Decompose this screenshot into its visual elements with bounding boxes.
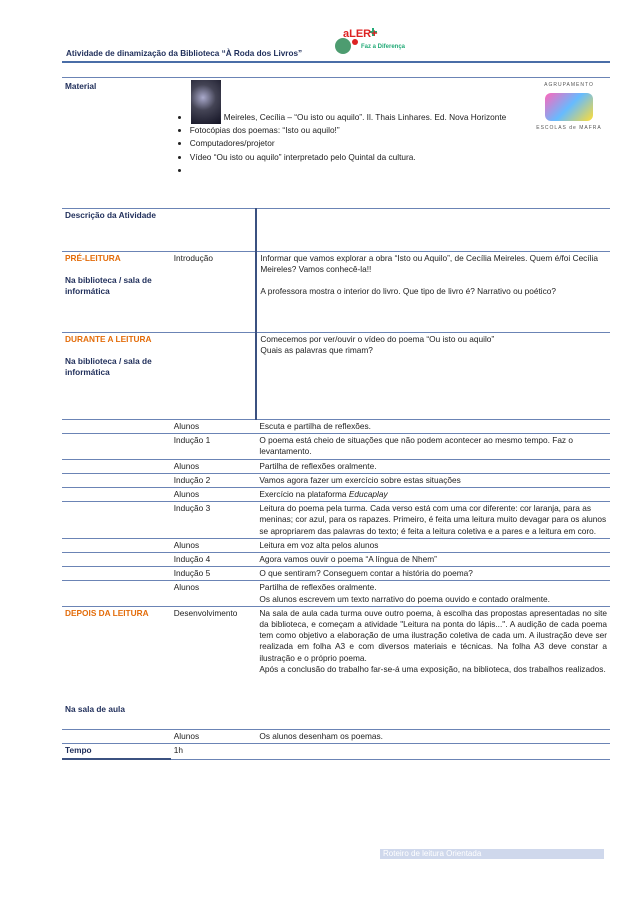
depois-place: Na sala de aula <box>65 703 125 714</box>
tempo-row <box>62 744 610 760</box>
row-who: Alunos <box>171 581 257 606</box>
table-row <box>62 553 610 567</box>
row-empty <box>62 567 171 581</box>
row-who: Alunos <box>171 459 257 473</box>
row-who: Alunos <box>171 488 257 502</box>
row-empty <box>62 434 171 459</box>
material-item: • Vídeo “Ou isto ou aquilo” interpretado pelo Quintal da cultura. <box>190 152 607 163</box>
row-text: Escuta e partilha de reflexões. <box>256 420 610 434</box>
row-empty <box>62 581 171 606</box>
row-text: Leitura do poema pela turma. Cada verso está com uma cor diferente: cor laranja, para as meninas; cor azul, para os rapazes. Primeiro, é feita uma leitura muito devagar para os alunos se apropriarem das palavras do texto; é feita a leitura coletiva e a pares e a leitura em coro. <box>256 502 610 539</box>
row-text: Leitura em voz alta pelos alunos <box>256 538 610 552</box>
table-row <box>62 459 610 473</box>
depois-text-cell <box>256 606 610 729</box>
table-row <box>62 581 610 606</box>
table-row <box>62 473 610 487</box>
durante-text-1: Comecemos por ver/ouvir o vídeo do poema “Ou isto ou aquilo” <box>260 334 495 344</box>
depois-text-2: Após a conclusão do trabalho far-se-á uma exposição, na biblioteca, dos trabalhos realizados. <box>259 663 606 674</box>
table-row <box>62 488 610 502</box>
material-item-text: Meireles, Cecília – “Ou isto ou aquilo”. Il. Thais Linhares. Ed. Nova Horizonte <box>223 112 507 122</box>
row-empty <box>62 420 171 434</box>
table-row <box>62 729 610 743</box>
depois-leitura-row <box>62 606 610 729</box>
pre-leitura-text-2: A professora mostra o interior do livro. Que tipo de livro é? Narrativo ou poético? <box>260 286 556 297</box>
row-empty <box>62 729 171 743</box>
material-item: • Computadores/projetor <box>190 138 607 149</box>
row-empty <box>62 473 171 487</box>
row-empty <box>62 488 171 502</box>
row-text-pre: Exercício na plataforma <box>259 489 349 500</box>
row-text <box>256 488 610 502</box>
children-logo-icon <box>545 93 593 121</box>
activity-table <box>62 77 610 760</box>
table-row <box>62 502 610 539</box>
agrupamento-top-text: AGRUPAMENTO <box>544 82 594 88</box>
durante-empty <box>171 333 257 420</box>
row-who: Indução 1 <box>171 434 257 459</box>
row-empty <box>62 553 171 567</box>
durante-label: DURANTE A LEITURA <box>65 334 152 344</box>
row-text: Partilha de reflexões oralmente. <box>256 459 610 473</box>
durante-place: Na biblioteca / sala de informática <box>65 356 152 378</box>
material-cell <box>171 78 610 209</box>
aler-logo-subtext: Faz a Diferença <box>361 44 406 50</box>
durante-leitura-row <box>62 333 610 420</box>
book-cover-icon <box>191 80 221 124</box>
pre-leitura-step: Introdução <box>171 252 257 333</box>
row-text: Os alunos desenham os poemas. <box>256 729 610 743</box>
material-item: • Fotocópias dos poemas: “Isto ou aquilo!” <box>190 125 607 136</box>
row-who: Indução 2 <box>171 473 257 487</box>
descricao-empty-1 <box>171 209 257 252</box>
row-text: O poema está cheio de situações que não podem acontecer ao mesmo tempo. Faz o levantamento. <box>256 434 610 459</box>
descricao-row <box>62 209 610 252</box>
table-row <box>62 420 610 434</box>
row-who: Alunos <box>171 538 257 552</box>
depois-step: Desenvolvimento <box>171 606 257 729</box>
book-cover-image <box>191 80 223 124</box>
table-row <box>62 434 610 459</box>
pre-leitura-text-cell <box>256 252 610 333</box>
depois-label: DEPOIS DA LEITURA <box>65 607 149 618</box>
table-row <box>62 567 610 581</box>
descricao-label: Descrição da Atividade <box>62 209 171 252</box>
agrupamento-logo <box>534 80 604 132</box>
tempo-label: Tempo <box>62 744 171 760</box>
row-text-line-2: Os alunos escrevem um texto narrativo do poema ouvido e contado oralmente. <box>259 593 550 604</box>
educaplay-link: Educaplay <box>348 489 388 500</box>
pre-leitura-row <box>62 252 610 333</box>
pre-leitura-label: PRÉ-LEITURA <box>65 253 121 263</box>
row-empty <box>62 538 171 552</box>
row-text-line-1: Partilha de reflexões oralmente. <box>259 582 377 593</box>
footer-text: Roteiro de leitura Orientada <box>383 849 482 858</box>
descricao-empty-2 <box>256 209 610 252</box>
pre-leitura-label-cell <box>62 252 171 333</box>
row-who: Alunos <box>171 729 257 743</box>
durante-text-cell <box>256 333 610 420</box>
depois-label-cell <box>62 606 171 729</box>
durante-text-2: Quais as palavras que rimam? <box>260 345 373 356</box>
aler-logo-text: aLER+ <box>343 28 378 40</box>
material-item <box>190 165 607 176</box>
pre-leitura-text-1: Informar que vamos explorar a obra “Isto ou Aquilo”, de Cecília Meireles. Quem é/foi Cecília Meireles? Vamos conhecê-la!! <box>260 253 598 275</box>
document-header-title: Atividade de dinamização da Biblioteca “À Roda dos Livros” <box>66 49 303 58</box>
pre-leitura-place: Na biblioteca / sala de informática <box>65 275 152 297</box>
row-who: Indução 3 <box>171 502 257 539</box>
table-row <box>62 538 610 552</box>
tempo-value: 1h <box>171 744 610 760</box>
agrupamento-bottom-text: ESCOLAS de MAFRA <box>536 125 602 132</box>
row-who: Indução 5 <box>171 567 257 581</box>
row-empty <box>62 502 171 539</box>
durante-label-cell <box>62 333 171 420</box>
depois-text-1: Na sala de aula cada turma ouve outro poema, à escolha das propostas apresentadas no site da biblioteca, e começam a atividade "Leitura na ponta do lápis...". A audição de cada poema tem como objetivo a elaboração de uma ilustração coletiva de cada um. A ilustração deve ser realizada em folha A3 e com diversos materiais e técnicas. Na folha A3 deve constar a ilustração e o próprio poema. <box>259 607 607 663</box>
material-label: Material <box>62 78 171 209</box>
row-text: Vamos agora fazer um exercício sobre estas situações <box>256 473 610 487</box>
row-empty <box>62 459 171 473</box>
row-text: O que sentiram? Conseguem contar a história do poema? <box>256 567 610 581</box>
row-who: Alunos <box>171 420 257 434</box>
row-who: Indução 4 <box>171 553 257 567</box>
material-row <box>62 78 610 209</box>
row-text <box>256 581 610 606</box>
row-text: Agora vamos ouvir o poema “A língua de Nhem” <box>256 553 610 567</box>
